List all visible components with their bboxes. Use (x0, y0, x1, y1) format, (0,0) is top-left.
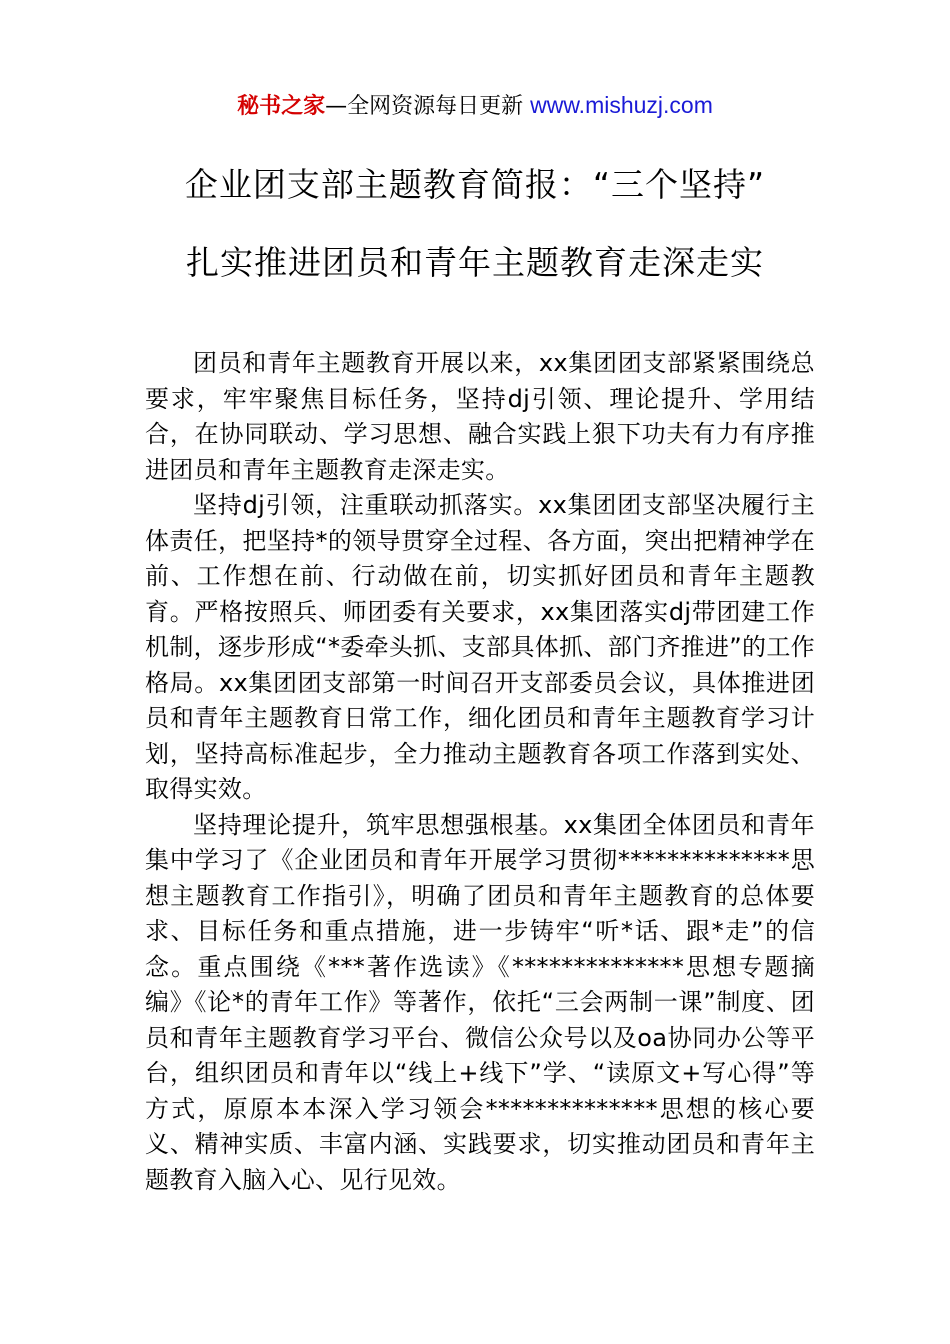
title-line-2: 扎实推进团员和青年主题教育走深走实 (186, 243, 764, 282)
body-paragraph-1: 团员和青年主题教育开展以来，xx集团团支部紧紧围绕总要求，牢牢聚焦目标任务，坚持dj引领、理论提升、学用结合，在协同联动、学习思想、融合实践上狠下功夫有力有序推进团员和青年主题教育走深走实。 (145, 349, 815, 484)
document-body (145, 346, 815, 1198)
site-brand: 秘书之家 (237, 94, 326, 119)
site-slogan: —全网资源每日更新 (325, 94, 531, 119)
document-title (60, 160, 890, 316)
site-banner (0, 88, 950, 124)
site-url-link[interactable]: www.mishuzj.com (530, 92, 713, 118)
title-line-1: 企业团支部主题教育简报：“三个坚持” (184, 165, 766, 204)
body-paragraph-3: 坚持理论提升，筑牢思想强根基。xx集团全体团员和青年集中学习了《企业团员和青年开展学习贯彻**************思想主题教育工作指引》，明确了团员和青年主题教育的总体要求、目标任务和重点措施，进一步铸牢“听*话、跟*走”的信念。重点围绕《***著作选读》《**************思想专题摘编》《论*的青年工作》等著作，依托“三会两制一课”制度、团员和青年主题教育学习平台、微信公众号以及oa协同办公等平台，组织团员和青年以“线上+线下”学、“读原文+写心得”等方式，原原本本深入学习领会**************思想的核心要义、精神实质、丰富内涵、实践要求，切实推动团员和青年主题教育入脑入心、见行见效。 (145, 810, 815, 1194)
body-paragraph-2: 坚持dj引领，注重联动抓落实。xx集团团支部坚决履行主体责任，把坚持*的领导贯穿全过程、各方面，突出把精神学在前、工作想在前、行动做在前，切实抓好团员和青年主题教育。严格按照兵、师团委有关要求，xx集团落实dj带团建工作机制，逐步形成“*委牵头抓、支部具体抓、部门齐推进”的工作格局。xx集团团支部第一时间召开支部委员会议，具体推进团员和青年主题教育日常工作，细化团员和青年主题教育学习计划，坚持高标准起步，全力推动主题教育各项工作落到实处、取得实效。 (145, 491, 815, 803)
